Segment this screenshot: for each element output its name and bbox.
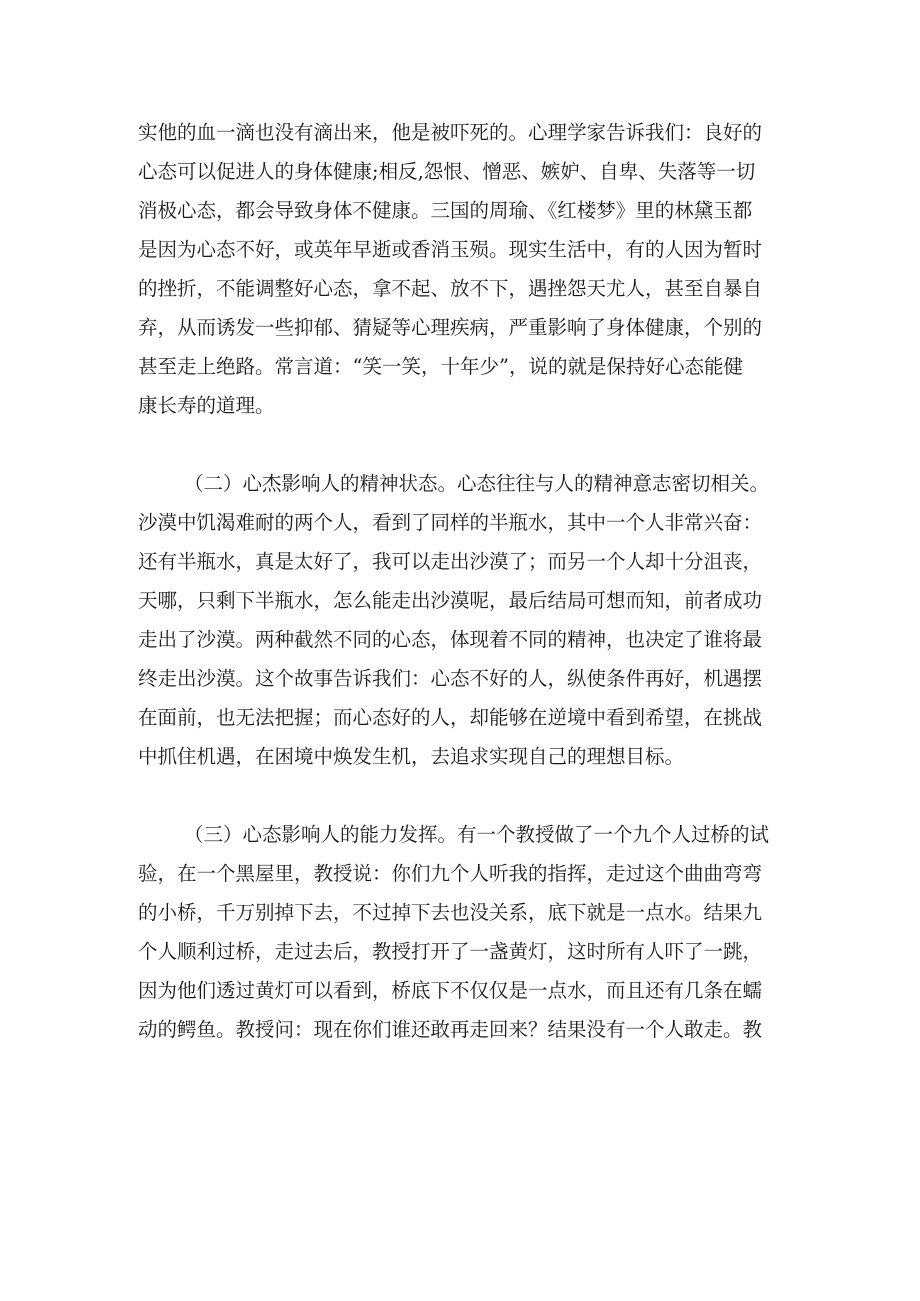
text-line: 的小桥，千万别掉下去，不过掉下去也没关系，底下就是一点水。结果九 <box>138 901 763 924</box>
text-line: 是因为心态不好，或英年早逝或香消玉殒。现实生活中，有的人因为暂时 <box>138 238 763 261</box>
text-line: 在面前，也无法把握；而心态好的人，却能够在逆境中看到希望，在挑战 <box>138 706 763 729</box>
text-line: 中抓住机遇，在困境中焕发生机，去追求实现自己的理想目标。 <box>138 745 685 768</box>
text-line: 验，在一个黑屋里，教授说：你们九个人听我的指挥，走过这个曲曲弯弯 <box>138 862 763 885</box>
text-line: 实他的血一滴也没有滴出来，他是被吓死的。心理学家告诉我们：良好的 <box>138 121 763 144</box>
text-line: 心态可以促进人的身体健康;相反,怨恨、憎恶、嫉妒、自卑、失落等一切 <box>138 160 756 183</box>
text-line: 个人顺利过桥，走过去后，教授打开了一盏黄灯，这时所有人吓了一跳， <box>138 940 763 963</box>
text-line: 动的鳄鱼。教授问：现在你们谁还敢再走回来？结果没有一个人敢走。教 <box>138 1018 763 1041</box>
paragraph-health <box>138 113 788 425</box>
text-line: 走出了沙漠。两种截然不同的心态，体现着不同的精神，也决定了谁将最 <box>138 628 763 651</box>
paragraph-heading-line: （二）心杰影响人的精神状态。心态往往与人的精神意志密切相关。 <box>184 472 770 495</box>
text-line: 消极心态，都会导致身体不健康。三国的周瑜、《红楼梦》里的林黛玉都 <box>138 199 753 222</box>
text-line: 天哪，只剩下半瓶水，怎么能走出沙漠呢，最后结局可想而知，前者成功 <box>138 589 763 612</box>
text-line: 终走出沙漠。这个故事告诉我们：心态不好的人，纵使条件再好，机遇摆 <box>138 667 763 690</box>
text-line: 甚至走上绝路。常言道：“笑一笑，十年少”，说的就是保持好心态能健 <box>138 355 743 378</box>
text-line: 因为他们透过黄灯可以看到，桥底下不仅仅是一点水，而且还有几条在蠕 <box>138 979 763 1002</box>
text-line: 康长寿的道理。 <box>138 394 275 417</box>
paragraph-spirit <box>138 464 788 776</box>
paragraph-gap <box>138 776 788 815</box>
paragraph-gap <box>138 425 788 464</box>
text-line: 沙漠中饥渴难耐的两个人，看到了同样的半瓶水，其中一个人非常兴奋： <box>138 511 763 534</box>
text-line: 的挫折，不能调整好心态，拿不起、放不下，遇挫怨天尤人，甚至自暴自 <box>138 277 763 300</box>
paragraph-ability <box>138 815 788 1049</box>
document-body <box>138 113 788 1049</box>
text-line: 还有半瓶水，真是太好了，我可以走出沙漠了；而另一个人却十分沮丧， <box>138 550 763 573</box>
paragraph-heading-line: （三）心态影响人的能力发挥。有一个教授做了一个九个人过桥的试 <box>184 823 770 846</box>
text-line: 弃，从而诱发一些抑郁、猜疑等心理疾病，严重影响了身体健康，个别的 <box>138 316 763 339</box>
